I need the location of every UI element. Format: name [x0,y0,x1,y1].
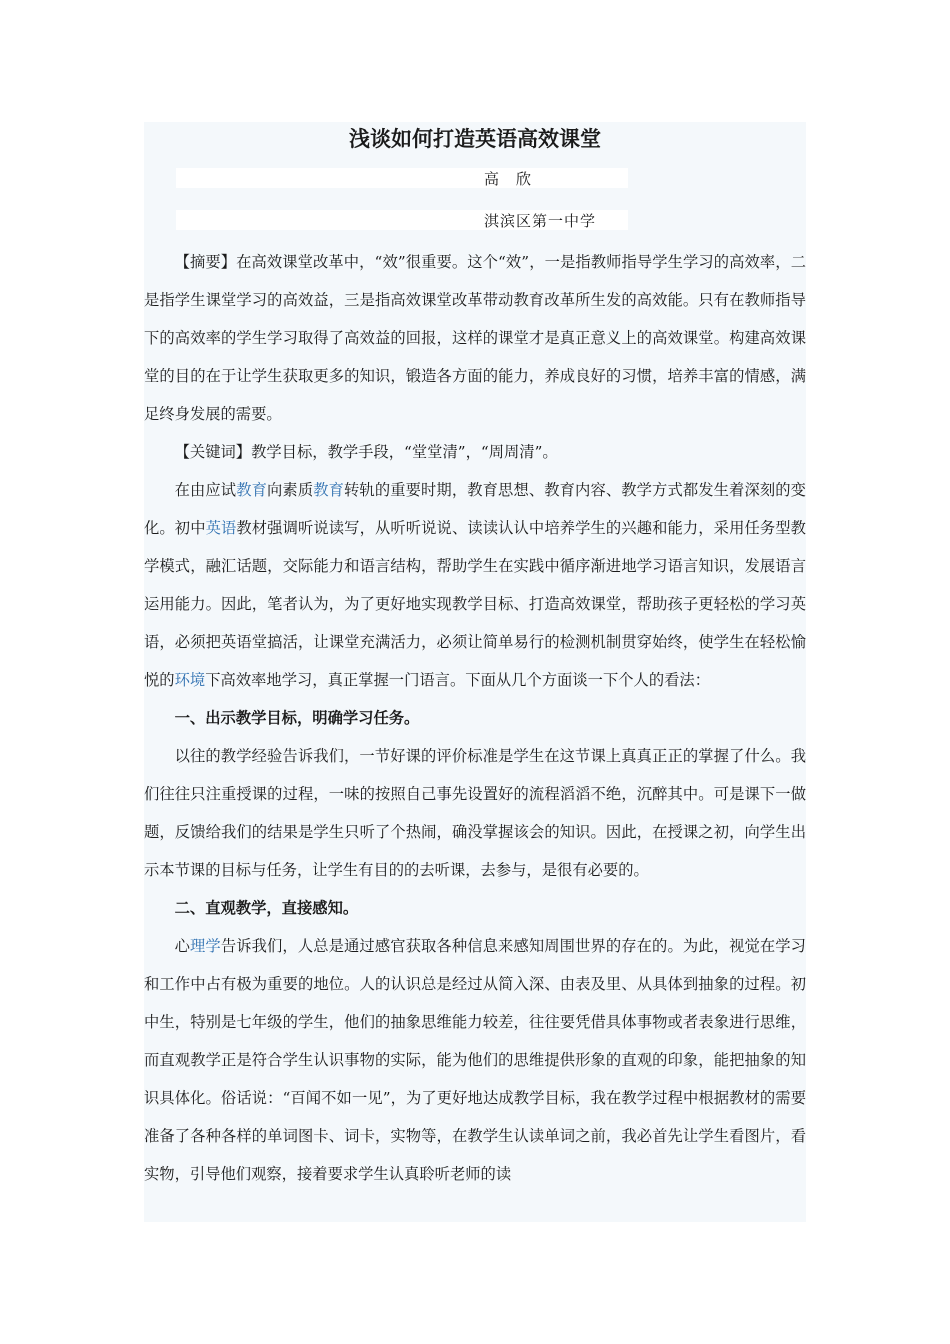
author-line [144,164,806,194]
intro-link-english[interactable]: 英语 [205,519,237,537]
section-2-heading: 二、直观教学，直接感知。 [174,899,359,917]
section-1-paragraph: 以往的教学经验告诉我们，一节好课的评价标准是学生在这节课上真真正正的掌握了什么。我们往往只注重授课的过程，一味的按照自己事先设置好的流程滔滔不绝，沉醉其中。可是课下一做题，反馈给我们的结果是学生只听了个热闹，确没掌握该会的知识。因此，在授课之初，向学生出示本节课的目标与任务，让学生有目的的去听课，去参与，是很有必要的。 [144,747,806,879]
author-highlight-bar [176,168,628,188]
intro-link-education-2[interactable]: 教育 [313,481,345,499]
intro-text-5: 下高效率地学习，真正掌握一门语言。下面从几个方面谈一下个人的看法： [205,671,711,689]
intro-text-2: 向素质 [267,481,314,499]
intro-link-environment[interactable]: 环境 [174,671,206,689]
author-name: 高 欣 [484,170,533,188]
document-page [144,122,806,1222]
section-2-text-1: 心 [174,937,190,955]
intro-link-education-1[interactable]: 教育 [236,481,268,499]
abstract-paragraph: 【摘要】在高效课堂改革中，“效”很重要。这个“效”，一是指教师指导学生学习的高效率，二是指学生课堂学习的高效益，三是指高效课堂改革带动教育改革所生发的高效能。只有在教师指导下的高效率的学生学习取得了高效益的回报，这样的课堂才是真正意义上的高效课堂。构建高效课堂的目的在于让学生获取更多的知识，锻造各方面的能力，养成良好的习惯，培养丰富的情感，满足终身发展的需要。 [144,253,806,423]
section-2-text-2: 告诉我们，人总是通过感官获取各种信息来感知周围世界的存在的。为此，视觉在学习和工作中占有极为重要的地位。人的认识总是经过从简入深、由表及里、从具体到抽象的过程。初中生，特别是七年级的学生，他们的抽象思维能力较差，往往要凭借具体事物或者表象进行思维，而直观教学正是符合学生认识事物的实际，能为他们的思维提供形象的直观的印象，能把抽象的知识具体化。俗话说：“百闻不如一见”，为了更好地达成教学目标，我在教学过程中根据教材的需要准备了各种各样的单词图卡、词卡，实物等，在教学生认读单词之前，我必首先让学生看图片，看实物，引导他们观察，接着要求学生认真聆听老师的读 [144,937,806,1183]
affiliation-name: 淇滨区第一中学 [484,212,597,230]
keywords-paragraph: 【关键词】教学目标，教学手段，“堂堂清”，“周周清”。 [174,443,558,461]
document-body [144,243,806,1193]
intro-text-1: 在由应试 [174,481,237,499]
section-2-link-psychology[interactable]: 理学 [190,937,221,955]
intro-text-4: 教材强调听说读写，从听听说说、读读认认中培养学生的兴趣和能力，采用任务型教学模式，融汇话题，交际能力和语言结构，帮助学生在实践中循序渐进地学习语言知识，发展语言运用能力。因此，笔者认为，为了更好地实现教学目标、打造高效课堂，帮助孩子更轻松的学习英语，必须把英语堂搞活，让课堂充满活力，必须让简单易行的检测机制贯穿始终，使学生在轻松愉悦的 [144,519,806,689]
intro-text-3: 转轨的重要时期，教育思想、教育内容、教学方式都发生着深刻的变化。初中 [144,481,806,537]
affiliation-line [144,206,806,236]
section-2-paragraph [144,927,806,1193]
section-1-heading: 一、出示教学目标，明确学习任务。 [174,709,420,727]
intro-paragraph [144,471,806,699]
document-title: 浅谈如何打造英语高效课堂 [349,126,601,151]
